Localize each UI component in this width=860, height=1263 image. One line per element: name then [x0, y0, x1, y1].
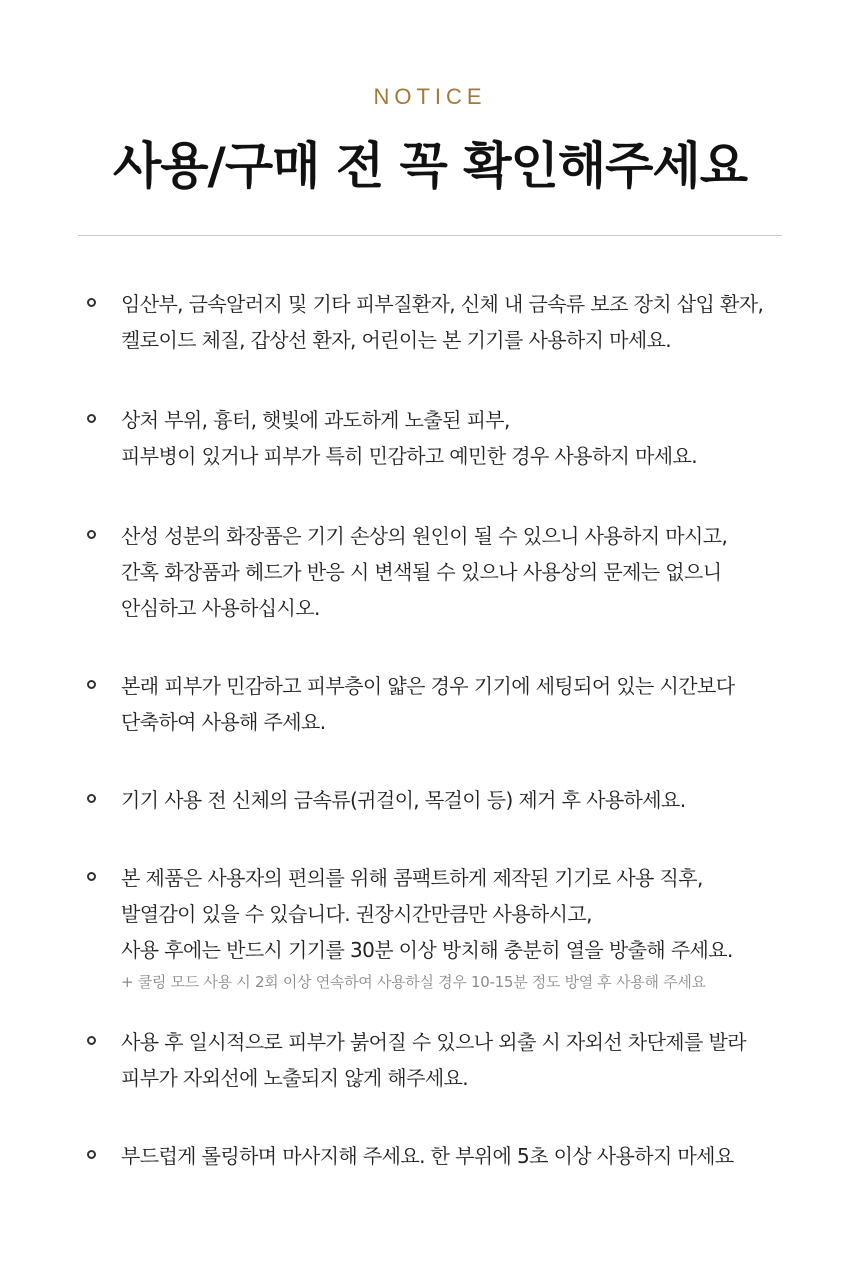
- notice-line: 발열감이 있을 수 있습니다. 권장시간만큼만 사용하시고,: [121, 902, 592, 926]
- notice-kicker: NOTICE: [373, 84, 487, 109]
- circle-bullet-icon: [87, 680, 96, 689]
- circle-bullet-icon: [87, 794, 96, 803]
- title-divider: [78, 235, 782, 236]
- notice-footnote: + 쿨링 모드 사용 시 2회 이상 연속하여 사용하실 경우 10-15분 정도 방열 후 사용해 주세요: [121, 973, 706, 991]
- notice-line: 단축하여 사용해 주세요.: [121, 710, 326, 734]
- notice-line: 안심하고 사용하십시오.: [121, 596, 320, 620]
- notice-line: 상처 부위, 흉터, 햇빛에 과도하게 노출된 피부,: [121, 408, 510, 432]
- circle-bullet-icon: [87, 298, 96, 307]
- notice-line: 간혹 화장품과 헤드가 반응 시 변색될 수 있으나 사용상의 문제는 없으니: [121, 560, 722, 584]
- notice-line: 사용 후 일시적으로 피부가 붉어질 수 있으나 외출 시 자외선 차단제를 발라: [121, 1030, 746, 1054]
- circle-bullet-icon: [87, 414, 96, 423]
- notice-line: 임산부, 금속알러지 및 기타 피부질환자, 신체 내 금속류 보조 장치 삽입 환자,: [121, 292, 764, 316]
- notice-line: 사용 후에는 반드시 기기를 30분 이상 방치해 충분히 열을 방출해 주세요.: [121, 938, 733, 962]
- circle-bullet-icon: [87, 1150, 96, 1159]
- circle-bullet-icon: [87, 872, 96, 881]
- notice-line: 본래 피부가 민감하고 피부층이 얇은 경우 기기에 세팅되어 있는 시간보다: [121, 674, 735, 698]
- notice-line: 본 제품은 사용자의 편의를 위해 콤팩트하게 제작된 기기로 사용 직후,: [121, 866, 703, 890]
- notice-line: 기기 사용 전 신체의 금속류(귀걸이, 목걸이 등) 제거 후 사용하세요.: [121, 788, 686, 812]
- notice-line: 켈로이드 체질, 갑상선 환자, 어린이는 본 기기를 사용하지 마세요.: [121, 328, 672, 352]
- notice-line: 피부가 자외선에 노출되지 않게 해주세요.: [121, 1066, 469, 1090]
- circle-bullet-icon: [87, 1036, 96, 1045]
- notice-line: 부드럽게 롤링하며 마사지해 주세요. 한 부위에 5초 이상 사용하지 마세요: [121, 1144, 734, 1168]
- page-title: 사용/구매 전 꼭 확인해주세요: [112, 137, 748, 195]
- circle-bullet-icon: [87, 530, 96, 539]
- notice-line: 피부병이 있거나 피부가 특히 민감하고 예민한 경우 사용하지 마세요.: [121, 444, 697, 468]
- notice-line: 산성 성분의 화장품은 기기 손상의 원인이 될 수 있으니 사용하지 마시고,: [121, 524, 728, 548]
